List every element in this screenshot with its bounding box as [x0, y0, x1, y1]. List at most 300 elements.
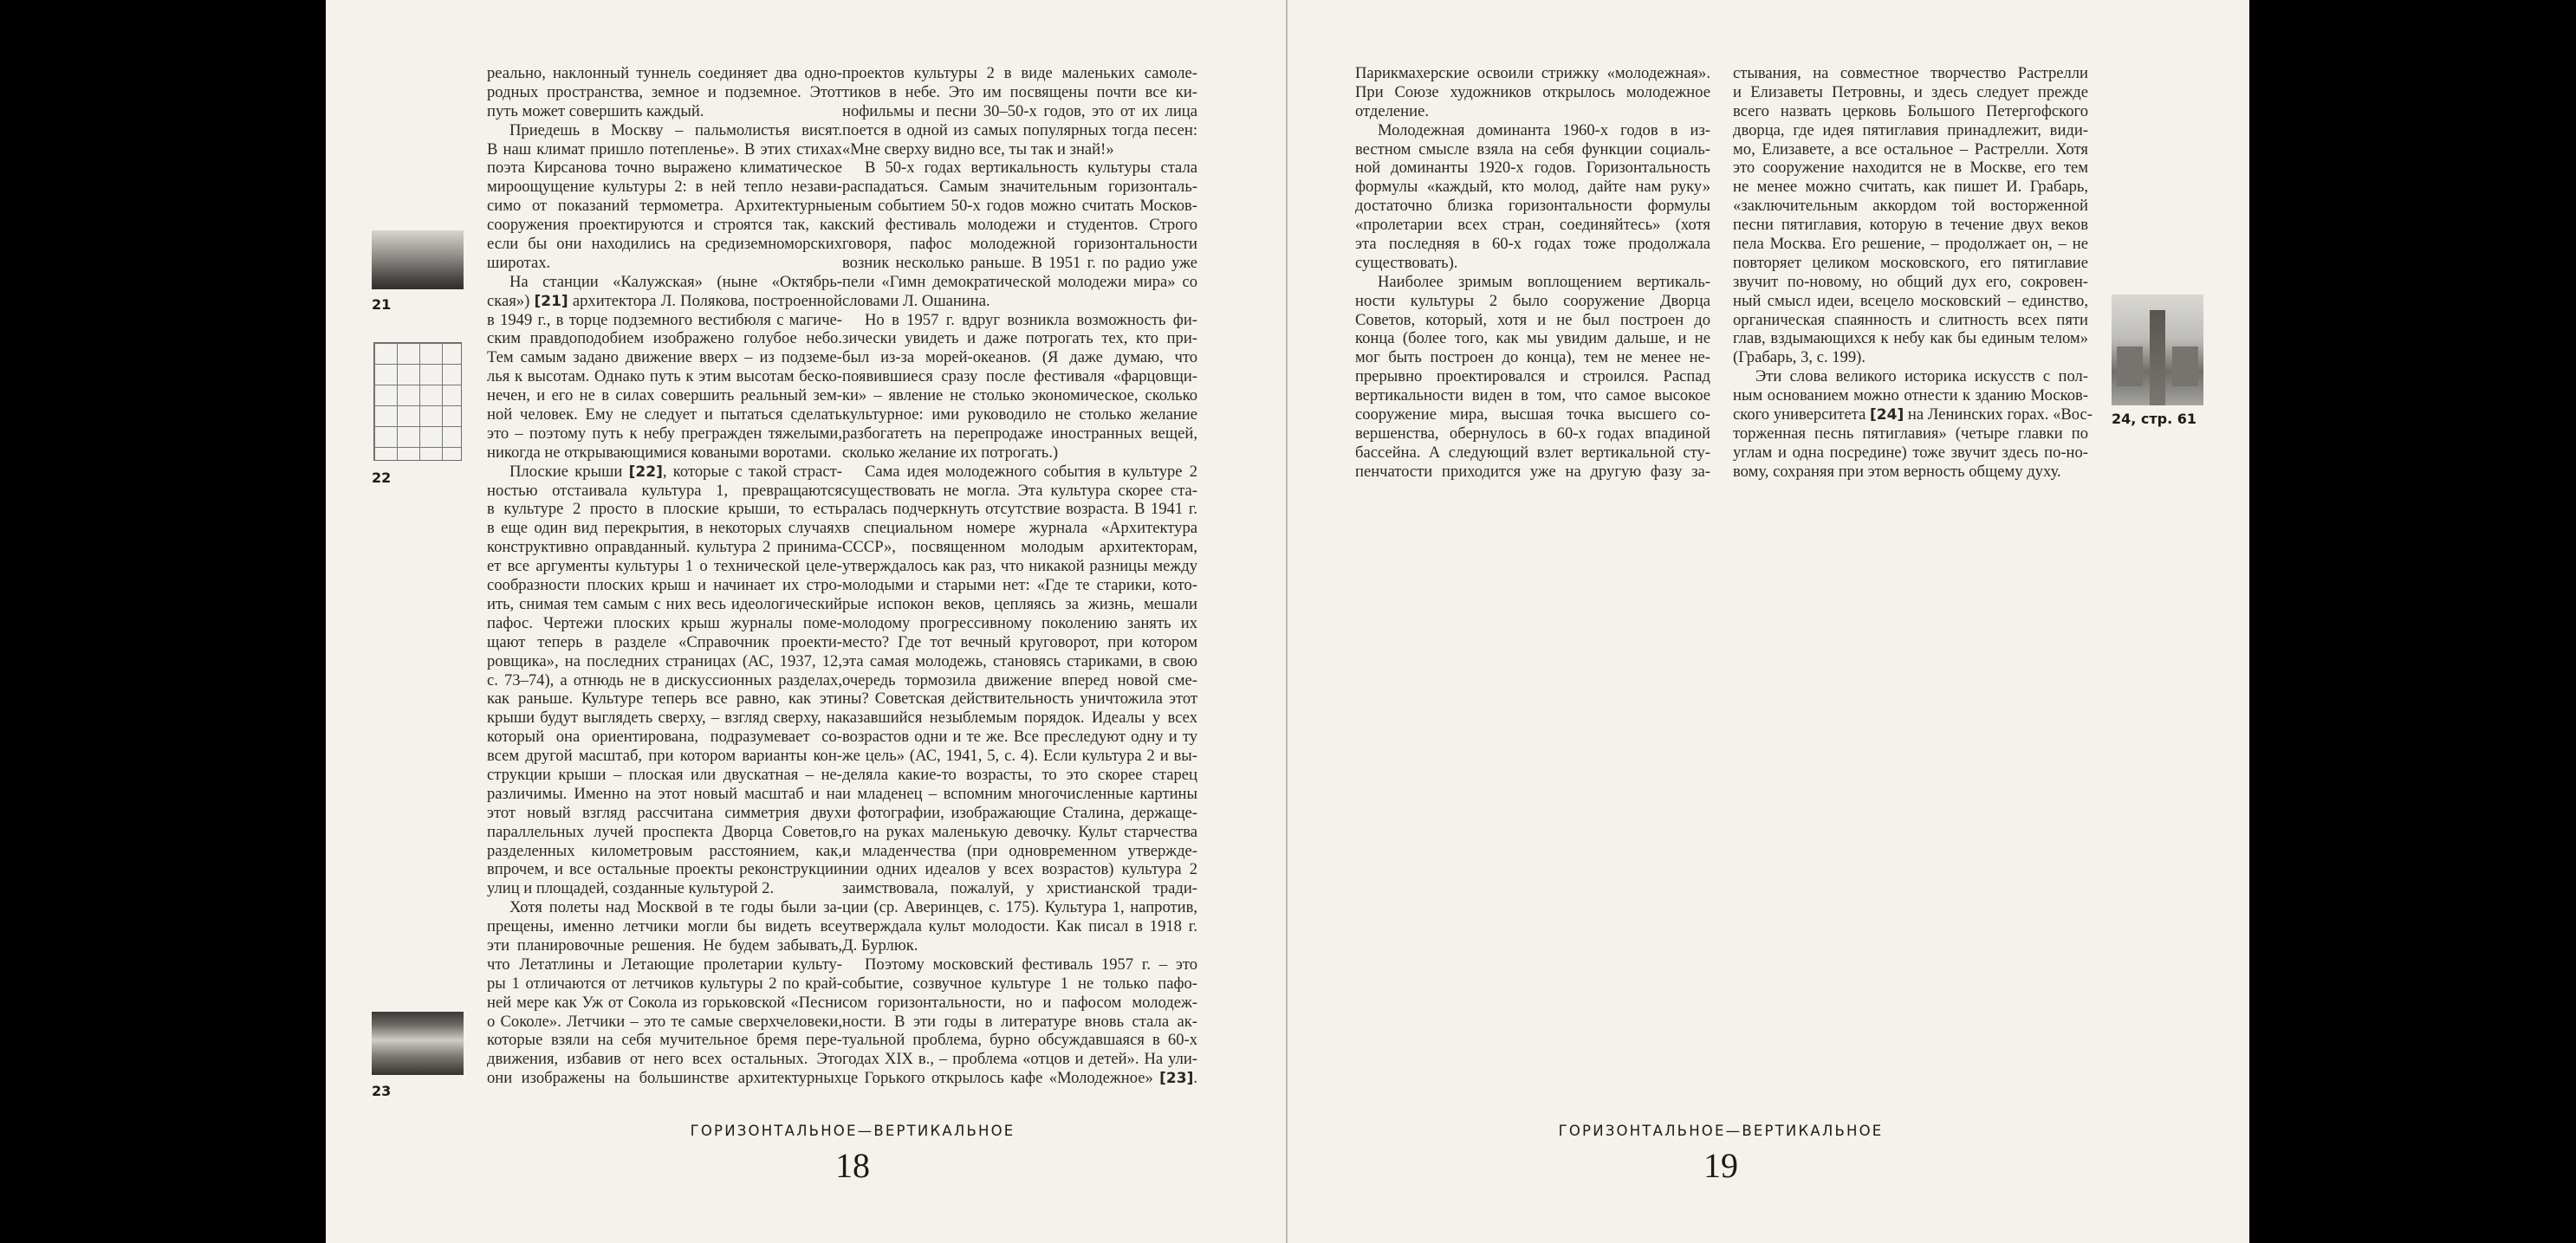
text-run: был из-за морей-океанов. (Я даже думаю, что: [842, 348, 1197, 367]
text-run: же цель» (АС, 1941, 5, с. 4). Если культура 2 и вы-: [842, 747, 1197, 766]
text-line: [487, 482, 842, 501]
text-line: [842, 1050, 1197, 1069]
text-line: [487, 576, 842, 595]
text-run: тиков в небе. Это им посвящены почти все ки-: [842, 82, 1197, 101]
text-run: это сооружение находится не в Москве, его тем: [1733, 159, 2088, 178]
text-line: [1355, 386, 1710, 405]
text-line: [842, 292, 1197, 311]
text-line: [487, 747, 842, 766]
text-run: Но в 1957 г. вдруг возникла возможность фи-: [865, 310, 1197, 329]
tower-shape: [2150, 310, 2165, 405]
text-run: всем другой масштаб, при котором варианты кон-: [487, 747, 842, 766]
text-line: [1733, 386, 2088, 405]
text-run: Сама идея молодежного события в культуре 2: [865, 462, 1197, 481]
figure-reference: [23]: [1159, 1070, 1194, 1088]
text-run: и младенец – вспомним многочисленные картины: [842, 784, 1197, 803]
text-line: [842, 842, 1197, 861]
text-run: конструктивно оправданный. культура 2 принима-: [487, 538, 842, 557]
text-line: [487, 785, 842, 804]
text-line: [1355, 463, 1710, 482]
text-run: это – поэтому путь к небу прегражден тяжелыми,: [487, 424, 842, 443]
text-run: нии одних идеалов у всех возрастов) культура 2: [842, 860, 1197, 879]
text-line: [1355, 273, 1710, 292]
text-run: щают теперь в разделе «Справочник проекти-: [487, 632, 842, 651]
text-run: реально, наклонный туннель соединяет два одно-: [487, 64, 842, 82]
text-line: [842, 557, 1197, 576]
text-run: ной человек. Ему не следует и пытаться сделать: [487, 405, 842, 424]
text-run: родных пространства, земное и подземное. Этот: [487, 82, 842, 101]
text-line: [1355, 197, 1710, 216]
text-line: [842, 955, 1197, 974]
text-line: [1355, 424, 1710, 443]
text-run: культурное: ими руководило не столько желание: [842, 405, 1197, 424]
text-line: [842, 804, 1197, 823]
text-run: который она ориентирована, подразумевает со-: [487, 728, 842, 747]
figure-caption: 21: [372, 296, 392, 313]
text-line: [1355, 83, 1710, 102]
text-run: пели «Гимн демократической молодежи мира» со: [842, 272, 1197, 291]
text-run: Молодежная доминанта 1960-х годов в из-: [1378, 120, 1710, 139]
text-run: ции (ср. Аверинцев, с. 175). Культура 1, напротив,: [842, 898, 1197, 917]
text-line: [487, 842, 842, 861]
text-line: [842, 747, 1197, 766]
text-run: го на руках маленькую девочку. Культ старчества: [842, 822, 1197, 841]
text-line: [1355, 443, 1710, 463]
text-line: [842, 576, 1197, 595]
text-run: Советов, который, хотя и не был построен до: [1355, 310, 1710, 329]
text-line: [842, 159, 1197, 178]
text-line: [1733, 178, 2088, 197]
text-run: Хотя полеты над Москвой в те годы были за-: [509, 898, 842, 917]
text-line: [842, 974, 1197, 994]
text-line: [1355, 64, 1710, 83]
text-run: вестном смысле взяла на себя функции социаль-: [1355, 139, 1710, 159]
figure-22-roof-plans: [373, 342, 462, 461]
text-line: [487, 652, 842, 671]
text-line: [842, 671, 1197, 690]
text-line: [1355, 102, 1710, 121]
text-line: [842, 994, 1197, 1013]
text-line: [842, 348, 1197, 367]
text-run: ская»): [487, 291, 535, 310]
text-run: сколько желание их потрогать.): [842, 443, 1059, 462]
text-line: [842, 178, 1197, 197]
text-line: [842, 273, 1197, 292]
text-line: [842, 235, 1197, 254]
text-run: событие, созвучное культуре 1 не только пафо-: [842, 974, 1197, 993]
text-run: движения, избавив от него всех остальных. Это: [487, 1050, 842, 1069]
text-line: [842, 311, 1197, 330]
running-title: ГОРИЗОНТАЛЬНОЕ—ВЕРТИКАЛЬНОЕ: [1558, 1123, 1884, 1139]
text-run: деляла какие-то возрасты, то это скорее старец: [842, 765, 1197, 784]
text-run: мог быть построен до конца), тем не менее не-: [1355, 348, 1710, 367]
text-run: утверждала культ молодости. Как писал в 1918 г.: [842, 917, 1197, 936]
text-run: существовать не могла. Эта культура скорее ста-: [842, 481, 1197, 500]
text-line: [487, 804, 842, 823]
text-line: [487, 557, 842, 576]
text-line: [1355, 292, 1710, 311]
text-line: [1733, 367, 2088, 386]
text-line: [1733, 311, 2088, 330]
text-run: различимы. Именно на этот новый масштаб и на: [487, 784, 842, 803]
text-line: [1733, 216, 2088, 235]
text-run: ны? Советская действительность уничтожила этот: [842, 689, 1197, 709]
text-line: [487, 216, 842, 235]
text-run: ный смысл идеи, всецело московский – единство,: [1733, 291, 2088, 310]
text-run: поэта Кирсанова точно выражено климатическое: [487, 159, 842, 178]
text-run: широтах.: [487, 253, 551, 272]
text-line: [842, 633, 1197, 652]
text-line: [842, 728, 1197, 747]
text-run: ским правдоподобием изображено голубое небо.: [487, 329, 842, 348]
text-line: [1733, 329, 2088, 348]
text-run: достаточно близка горизонтальности формулы: [1355, 197, 1710, 216]
text-line: [1733, 102, 2088, 121]
text-line: [842, 538, 1197, 557]
text-run: отделение.: [1355, 101, 1429, 120]
text-run: очередь тормозила движение вперед новой сме-: [842, 670, 1197, 689]
text-line: [487, 367, 842, 386]
book-spread: [326, 0, 2249, 1243]
text-run: повторяет целиком московского, его пятиглавие: [1733, 253, 2088, 272]
figure-caption: 23: [372, 1083, 392, 1099]
text-run: ной доминанты 1920-х годов. Горизонтальность: [1355, 159, 1710, 178]
text-run: (Грабарь, 3, с. 199).: [1733, 348, 1865, 367]
text-line: [842, 329, 1197, 348]
text-run: проектов культуры 2 в виде маленьких самоле-: [842, 64, 1197, 82]
text-line: [1733, 348, 2088, 367]
text-run: Наиболее зримым воплощением вертикаль-: [1378, 272, 1710, 291]
text-run: Эти слова великого историка искусств с пол-: [1755, 367, 2088, 386]
text-line: [1355, 311, 1710, 330]
text-line: [487, 235, 842, 254]
text-run: туальной проблема, бурно обсуждавшаяся в 60-х: [842, 1031, 1197, 1050]
text-line: [487, 311, 842, 330]
text-run: в еще один вид перекрытия, в некоторых случаях: [487, 519, 842, 538]
text-run: ней мере как Уж от Сокола из горьковской «Песни: [487, 993, 842, 1012]
text-line: [842, 709, 1197, 728]
text-run: формулы «каждый, кто молод, дайте нам руку»: [1355, 178, 1710, 197]
text-run: и фотографии, изображающие Сталина, держаще-: [842, 803, 1197, 822]
figure-21-metro-photo: [372, 230, 464, 289]
text-run: о Соколе». Летчики – это те самые сверхчеловеки,: [487, 1012, 842, 1031]
text-run: Плоские крыши: [509, 462, 629, 481]
text-run: ным событием 50-х годов можно считать Москов-: [842, 197, 1197, 216]
text-run: молодому прогрессивному поколению занять их: [842, 613, 1197, 632]
text-line: [842, 1031, 1197, 1050]
text-line: [487, 102, 842, 121]
text-run: в 1949 г., в торце подземного вестибюля с магиче-: [487, 310, 842, 329]
text-run: песни пятиглавия, которую в течение двух веков: [1733, 216, 2088, 235]
text-line: [487, 766, 842, 785]
figure-reference: [21]: [534, 292, 568, 310]
text-line: [487, 955, 842, 974]
text-line: [1733, 83, 2088, 102]
text-run: органическая спаянность и слитность всех пяти: [1733, 310, 2088, 329]
text-run: прерывно проектировался и строился. Распад: [1355, 367, 1710, 386]
text-run: пела Москва. Его решение, – продолжает он, – не: [1733, 235, 2088, 254]
text-line: [1733, 254, 2088, 273]
text-line: [487, 386, 842, 405]
text-line: [842, 254, 1197, 273]
text-line: [487, 936, 842, 955]
text-line: [1355, 178, 1710, 197]
text-line: [487, 329, 842, 348]
text-line: [487, 1031, 842, 1050]
text-line: [1733, 159, 2088, 178]
text-run: ет все аргументы культуры 1 о технической целе-: [487, 557, 842, 576]
text-line: [842, 917, 1197, 936]
text-run: годах XIX в., – проблема «отцов и детей». На ули-: [842, 1050, 1197, 1069]
text-line: [1355, 235, 1710, 254]
text-run: улиц и площадей, созданные культурой 2.: [487, 879, 775, 898]
text-run: путь может совершить каждый.: [487, 101, 704, 120]
text-run: существовать).: [1355, 253, 1458, 272]
text-line: [842, 83, 1197, 102]
text-line: [487, 292, 842, 311]
text-line: [842, 197, 1197, 216]
text-run: распадаться. Самым значительным горизонталь-: [842, 178, 1197, 197]
text-run: При Союзе художников открылось молодежное: [1355, 82, 1710, 101]
text-run: ры 1 отличаются от летчиков культуры 2 по край-: [487, 974, 842, 993]
page-number: 19: [1703, 1146, 1738, 1185]
text-line: [487, 121, 842, 140]
text-run: если бы они находились на средиземноморских: [487, 235, 842, 254]
text-line: [842, 216, 1197, 235]
text-line: [487, 140, 842, 159]
text-line: [1733, 64, 2088, 83]
text-line: [1733, 235, 2088, 254]
text-run: в специальном номере журнала «Архитектура: [842, 519, 1197, 538]
text-line: [842, 424, 1197, 443]
text-run: «заключительным аккордом той восторженной: [1733, 197, 2088, 216]
text-run: нофильмы и песни 30–50-х годов, это от их лица: [842, 101, 1197, 120]
text-run: ностью отстаивала культура 1, превращаются: [487, 481, 842, 500]
text-line: [487, 709, 842, 728]
text-line: [487, 1069, 842, 1088]
text-run: Парикмахерские освоили стрижку «молодежная».: [1355, 64, 1710, 82]
text-line: [842, 879, 1197, 898]
text-line: [842, 463, 1197, 482]
wing-shape: [2172, 346, 2198, 386]
text-run: стывания, на совместное творчество Растрелли: [1733, 64, 2088, 82]
text-run: утверждалось как раз, что никакой разницы между: [842, 557, 1197, 576]
figure-caption: 24, стр. 61: [2112, 411, 2197, 427]
text-run: вершенства, обернулось в 60-х годах впадиной: [1355, 424, 1710, 443]
text-run: ралась подчеркнуть отсутствие возраста. В 1941 г.: [842, 500, 1197, 519]
text-line: [1733, 405, 2093, 424]
text-line: [842, 936, 1197, 955]
text-line: [842, 519, 1197, 538]
running-title: ГОРИЗОНТАЛЬНОЕ—ВЕРТИКАЛЬНОЕ: [690, 1123, 1015, 1139]
text-line: [842, 898, 1197, 917]
text-run: Д. Бурлюк.: [842, 935, 918, 955]
text-run: це Горького открылось кафе «Молодежное»: [842, 1069, 1160, 1088]
text-line: [487, 823, 842, 842]
text-line: [842, 482, 1197, 501]
text-run: как раньше. Культуре теперь все равно, как эти: [487, 689, 842, 709]
text-run: эти планировочные решения. Не будем забывать,: [487, 935, 842, 955]
text-run: заимствовала, пожалуй, у христианской тради-: [842, 879, 1197, 898]
text-line: [487, 860, 842, 879]
text-run: и младенчества (при одновременном утвержде-: [842, 841, 1197, 860]
text-line: [1355, 367, 1710, 386]
text-column-right-1: [1355, 64, 1710, 482]
text-line: [1355, 159, 1710, 178]
text-run: ского университета: [1733, 405, 1871, 424]
text-run: «Мне сверху видно все, ты так и знай!»: [842, 139, 1114, 159]
text-line: [487, 595, 842, 614]
text-line: [487, 994, 842, 1013]
text-line: [1355, 329, 1710, 348]
text-run: сооружения проектируются и строятся так, как: [487, 216, 842, 235]
text-line: [487, 1013, 842, 1032]
text-run: с. 73–74), а отнюдь не в дискуссионных разделах,: [487, 670, 842, 689]
text-run: ности культуры 2 было сооружение Дворца: [1355, 291, 1710, 310]
text-line: [842, 64, 1197, 83]
text-line: [1355, 254, 1710, 273]
text-run: торженная песнь пятиглавия» (четыре главки по: [1733, 424, 2088, 443]
text-run: всего назвать церковь Большого Петергофского: [1733, 101, 2088, 120]
text-run: лья к высотам. Однако путь к этим высотам беско-: [487, 367, 842, 386]
text-run: они изображены на большинстве архитектурных: [487, 1069, 842, 1088]
text-run: сом горизонтальности, но и пафосом молодеж-: [842, 993, 1197, 1012]
text-run: эта самая молодежь, становясь стариками, в свою: [842, 651, 1197, 670]
text-line: [842, 766, 1197, 785]
text-line: [1733, 197, 2088, 216]
text-line: [487, 197, 842, 216]
text-line: [487, 178, 842, 197]
text-line: [487, 614, 842, 633]
text-column-right-2: [1733, 64, 2093, 482]
text-run: поется в одной из самых популярных тогда песен:: [842, 120, 1197, 139]
text-line: [487, 500, 842, 519]
text-run: и Елизаветы Петровны, и здесь следует прежде: [1733, 82, 2088, 101]
text-run: бассейна. А следующий взлет вертикальной сту-: [1355, 443, 1710, 462]
text-line: [842, 614, 1197, 633]
text-run: словами Л. Ошанина.: [842, 291, 990, 310]
text-line: [1733, 463, 2088, 482]
text-run: пафос. Чертежи плоских крыш журналы поме-: [487, 613, 842, 632]
text-run: Тем самым задано движение вверх – из подземе-: [487, 348, 842, 367]
text-line: [1733, 292, 2088, 311]
text-line: [487, 898, 842, 917]
text-line: [842, 386, 1197, 405]
text-line: [1733, 443, 2088, 463]
text-line: [487, 917, 842, 936]
text-run: крыши будут выглядеть сверху, – взгляд сверху, на: [487, 709, 842, 728]
text-line: [1733, 424, 2088, 443]
text-line: [487, 689, 842, 709]
text-line: [842, 1013, 1197, 1032]
text-line: [842, 785, 1197, 804]
text-line: [1733, 121, 2088, 140]
text-line: [842, 652, 1197, 671]
text-run: В наш климат пришло потепленье». В этих стихах: [487, 139, 842, 159]
text-run: ить, снимая тем самым с них весь идеологический: [487, 594, 842, 613]
text-run: возрастов одни и те же. Все преследуют одну и ту: [842, 728, 1197, 747]
text-run: разделенных километровым расстоянием, как,: [487, 841, 842, 860]
text-line: [487, 879, 842, 898]
text-run: Приедешь в Москву – пальмолистья висят.: [509, 120, 842, 139]
wing-shape: [2117, 346, 2143, 386]
text-run: ности. В эти годы в литературе вновь стала ак-: [842, 1012, 1197, 1031]
text-run: «пролетарии всех стран, соединяйтесь» (хотя: [1355, 216, 1710, 235]
text-run: впрочем, и все остальные проекты реконструкции: [487, 860, 842, 879]
text-line: [842, 860, 1197, 879]
text-line: [1355, 140, 1710, 159]
text-line: [487, 538, 842, 557]
text-column-left-2: [842, 64, 1197, 1088]
text-line: [487, 671, 842, 690]
text-run: в культуре 2 просто в плоские крыши, то есть: [487, 500, 842, 519]
text-run: пенчатости приходится уже на другую фазу за-: [1355, 462, 1710, 481]
text-run: место? Где тот вечный круговорот, при котором: [842, 632, 1197, 651]
text-run: рые испокон веков, цепляясь за жизнь, мешали: [842, 594, 1197, 613]
text-line: [487, 348, 842, 367]
text-run: казавшийся незыблемым порядок. Идеалы у всех: [842, 709, 1197, 728]
text-run: эта последняя в 60-х годах тоже продолжала: [1355, 235, 1710, 254]
text-line: [842, 1069, 1197, 1088]
text-line: [1733, 273, 2088, 292]
text-run: конца (более того, как мы увидим дальше, и не: [1355, 329, 1710, 348]
text-line: [1355, 348, 1710, 367]
text-run: архитектора Л. Полякова, построенной: [568, 291, 843, 310]
text-line: [487, 633, 842, 652]
text-line: [842, 500, 1197, 519]
text-line: [842, 823, 1197, 842]
page-number: 18: [835, 1146, 870, 1185]
text-line: [487, 974, 842, 994]
text-line: [487, 463, 842, 482]
text-line: [1355, 405, 1710, 424]
text-run: Поэтому московский фестиваль 1957 г. – это: [865, 955, 1197, 974]
text-run: дворца, где идея пятиглавия принадлежит, види-: [1733, 120, 2088, 139]
text-run: разбогатеть на перепродаже иностранных вещей,: [842, 424, 1197, 443]
figure-reference: [22]: [628, 463, 663, 481]
text-line: [842, 405, 1197, 424]
text-run: ным основанием можно отнести к зданию Москов-: [1733, 386, 2088, 405]
text-run: струкции крыши – плоская или двускатная – не-: [487, 765, 842, 784]
text-run: .: [1193, 1069, 1197, 1088]
text-run: симо от показаний термометра. Архитектурные: [487, 197, 842, 216]
text-line: [842, 443, 1197, 463]
text-run: которые взяли на себя мучительное бремя пере-: [487, 1031, 842, 1050]
text-line: [842, 689, 1197, 709]
text-run: возник несколько раньше. В 1951 г. по радио уже: [842, 253, 1197, 272]
text-line: [487, 254, 842, 273]
figure-caption: 22: [372, 469, 392, 486]
text-line: [487, 64, 842, 83]
text-line: [842, 121, 1197, 140]
text-line: [842, 140, 1197, 159]
text-run: вому, сохраняя при этом верность общему духу.: [1733, 462, 2061, 481]
text-run: мо, Елизавете, а все остальное – Растрелли. Хотя: [1733, 139, 2088, 159]
text-run: мироощущение культуры 2: в ней тепло незави-: [487, 178, 842, 197]
text-line: [1355, 121, 1710, 140]
text-run: ки» – явление не столько экономическое, сколько: [842, 386, 1197, 405]
text-line: [842, 367, 1197, 386]
page-gutter-divider: [1286, 0, 1288, 1243]
text-line: [487, 728, 842, 747]
text-run: На станции «Калужская» (ныне «Октябрь-: [509, 272, 842, 291]
text-run: зически увидеть и даже потрогать тех, кто при-: [842, 329, 1197, 348]
text-run: ский фестиваль молодежи и студентов. Строго: [842, 216, 1197, 235]
text-line: [487, 273, 842, 292]
text-line: [487, 83, 842, 102]
text-line: [487, 424, 842, 443]
text-line: [842, 595, 1197, 614]
